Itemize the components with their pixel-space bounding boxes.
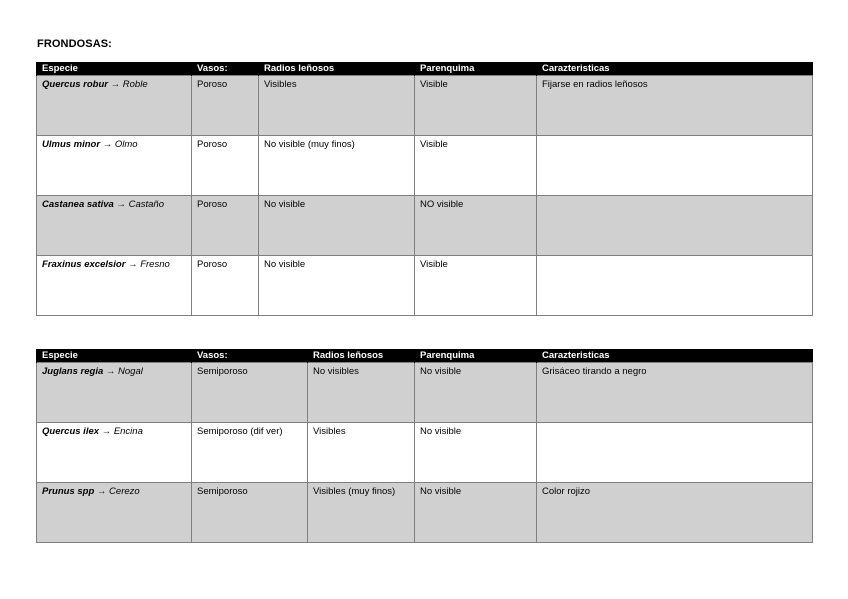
cell-caracteristicas: Grisáceo tirando a negro (537, 363, 813, 423)
header-parenquima: Parenquima (415, 349, 537, 363)
table-row (37, 423, 813, 483)
cell-caracteristicas: Fijarse en radios leñosos (537, 76, 813, 136)
header-vasos: Vasos: (192, 62, 259, 76)
cell-vasos: Semiporoso (192, 363, 308, 423)
hardwoods-table-porous (36, 62, 813, 316)
cell-radios: No visibles (308, 363, 415, 423)
table-row (37, 136, 813, 196)
common-name: Nogal (118, 366, 143, 377)
header-caracteristicas: Carazteristicas (537, 349, 813, 363)
cell-caracteristicas (537, 196, 813, 256)
cell-parenquima: NO visible (415, 196, 537, 256)
common-name: Castaño (128, 199, 164, 210)
cell-caracteristicas (537, 136, 813, 196)
cell-especie: Castanea sativa → Castaño (37, 196, 192, 256)
cell-especie: Ulmus minor → Olmo (37, 136, 192, 196)
common-name: Fresno (140, 259, 170, 270)
cell-vasos: Semiporoso (192, 483, 308, 543)
header-especie: Especie (37, 349, 192, 363)
cell-parenquima: No visible (415, 483, 537, 543)
species-name: Ulmus minor (42, 139, 101, 150)
header-vasos: Vasos: (192, 349, 308, 363)
cell-radios: No visible (259, 196, 415, 256)
cell-especie: Prunus spp → Cerezo (37, 483, 192, 543)
cell-caracteristicas (537, 423, 813, 483)
header-radios: Radios leñosos (308, 349, 415, 363)
species-name: Fraxinus excelsior (42, 259, 126, 270)
cell-parenquima: Visible (415, 76, 537, 136)
cell-especie: Juglans regia → Nogal (37, 363, 192, 423)
species-name: Castanea sativa (42, 199, 114, 210)
cell-radios: No visible (muy finos) (259, 136, 415, 196)
table-header-row (37, 62, 813, 76)
cell-parenquima: Visible (415, 256, 537, 316)
header-parenquima: Parenquima (415, 62, 537, 76)
hardwoods-table-semiporous (36, 349, 813, 543)
species-name: Prunus spp (42, 486, 95, 497)
common-name: Olmo (114, 139, 138, 150)
cell-vasos: Poroso (192, 196, 259, 256)
table-row (37, 196, 813, 256)
cell-vasos: Poroso (192, 76, 259, 136)
table-row (37, 256, 813, 316)
cell-vasos: Poroso (192, 256, 259, 316)
common-name: Roble (122, 79, 148, 90)
header-radios: Radios leñosos (259, 62, 415, 76)
cell-radios: Visibles (308, 423, 415, 483)
cell-parenquima: No visible (415, 363, 537, 423)
table-header-row (37, 349, 813, 363)
table-row (37, 363, 813, 423)
header-especie: Especie (37, 62, 192, 76)
cell-especie: Fraxinus excelsior → Fresno (37, 256, 192, 316)
cell-especie: Quercus robur → Roble (37, 76, 192, 136)
header-caracteristicas: Carazteristicas (537, 62, 813, 76)
cell-caracteristicas (537, 256, 813, 316)
cell-radios: Visibles (muy finos) (308, 483, 415, 543)
cell-parenquima: No visible (415, 423, 537, 483)
species-name: Quercus robur (42, 79, 108, 90)
cell-radios: Visibles (259, 76, 415, 136)
cell-vasos: Poroso (192, 136, 259, 196)
common-name: Cerezo (109, 486, 140, 497)
table-row (37, 76, 813, 136)
page-title: FRONDOSAS: (37, 38, 112, 50)
table-row (37, 483, 813, 543)
species-name: Quercus ilex (42, 426, 100, 437)
common-name: Encina (113, 426, 143, 437)
cell-vasos: Semiporoso (dif ver) (192, 423, 308, 483)
species-name: Juglans regia (42, 366, 104, 377)
cell-caracteristicas: Color rojizo (537, 483, 813, 543)
cell-especie: Quercus ilex → Encina (37, 423, 192, 483)
cell-radios: No visible (259, 256, 415, 316)
cell-parenquima: Visible (415, 136, 537, 196)
